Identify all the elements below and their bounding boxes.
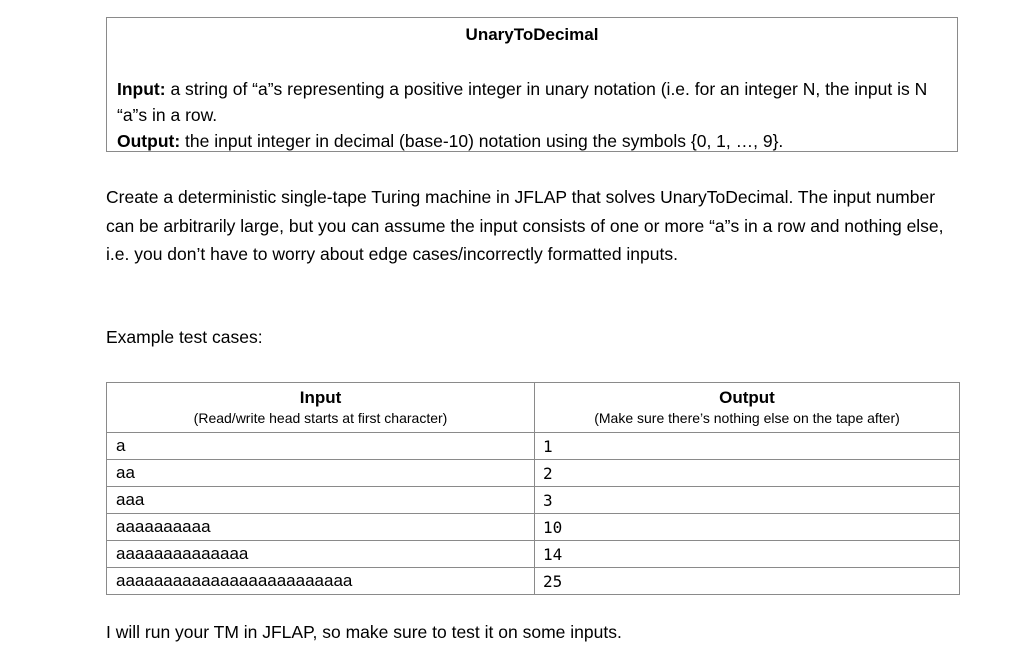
input-label: Input: bbox=[117, 79, 166, 99]
table-row bbox=[107, 568, 960, 595]
table-row bbox=[107, 487, 960, 514]
input-description: a string of “a”s representing a positive integer in unary notation (i.e. for an integer N, the input is N “a”s in a row. bbox=[117, 79, 928, 125]
table-row bbox=[107, 433, 960, 460]
table-row bbox=[107, 460, 960, 487]
output-label: Output: bbox=[117, 131, 181, 151]
output-cell: 1 bbox=[535, 433, 960, 460]
input-cell: aaaaaaaaaaaaaaaaaaaaaaaaa bbox=[107, 568, 535, 595]
input-cell: aaaaaaaaaaaaaa bbox=[107, 541, 535, 568]
output-cell: 10 bbox=[535, 514, 960, 541]
input-definition bbox=[117, 76, 943, 128]
output-cell: 25 bbox=[535, 568, 960, 595]
output-description: the input integer in decimal (base-10) notation using the symbols {0, 1, …, 9}. bbox=[180, 131, 784, 151]
output-cell: 2 bbox=[535, 460, 960, 487]
output-header: Output bbox=[719, 387, 775, 407]
input-cell: a bbox=[107, 433, 535, 460]
problem-title: UnaryToDecimal bbox=[465, 25, 599, 44]
input-header: Input bbox=[299, 387, 342, 407]
footer-note: I will run your TM in JFLAP, so make sure to test it on some inputs. bbox=[106, 622, 622, 642]
output-cell: 14 bbox=[535, 541, 960, 568]
input-column-header bbox=[107, 383, 535, 433]
examples-label: Example test cases: bbox=[106, 327, 263, 347]
input-subheader: (Read/write head starts at first character) bbox=[193, 409, 448, 426]
output-definition bbox=[117, 128, 943, 154]
problem-definition-text bbox=[117, 76, 943, 154]
table-row bbox=[107, 541, 960, 568]
problem-definition-box bbox=[106, 17, 958, 152]
input-cell: aaaaaaaaaa bbox=[107, 514, 535, 541]
table-row bbox=[107, 514, 960, 541]
table-header-row bbox=[107, 383, 960, 433]
input-cell: aa bbox=[107, 460, 535, 487]
instructions-paragraph: Create a deterministic single-tape Turing machine in JFLAP that solves UnaryToDecimal. The input number can be arbitrarily large, but you can assume the input consists of one or more “a”s in a row and nothing else, i.e. you don’t have to worry about edge cases/incorrectly formatted inputs. bbox=[106, 187, 944, 264]
output-column-header bbox=[535, 383, 960, 433]
output-cell: 3 bbox=[535, 487, 960, 514]
input-cell: aaa bbox=[107, 487, 535, 514]
output-subheader: (Make sure there’s nothing else on the tape after) bbox=[594, 409, 900, 426]
test-cases-table bbox=[106, 382, 960, 595]
